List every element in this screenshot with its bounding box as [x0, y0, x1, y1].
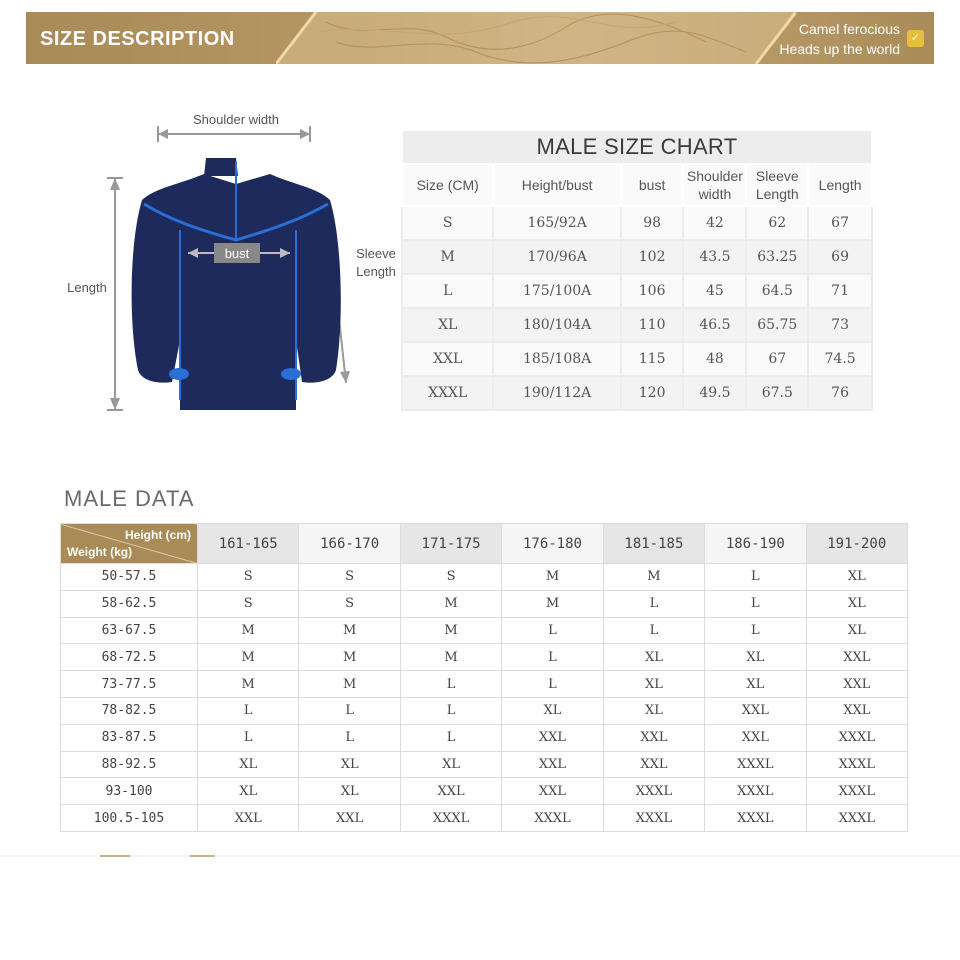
size-chart-cell: 63.25 [746, 240, 808, 274]
size-chart-cell: XXL [402, 342, 493, 376]
recommended-size-cell: L [299, 697, 400, 724]
size-chart-cell: 65.75 [746, 308, 808, 342]
sleeve-label-line-2: Length [356, 264, 396, 279]
recommended-size-cell: L [502, 644, 603, 671]
topographic-map-decoration [276, 12, 796, 64]
camel-logo-icon: ✓ [907, 30, 924, 47]
size-chart-header: Sleeve Length [746, 164, 808, 206]
recommended-size-cell: XXXL [502, 805, 603, 832]
recommended-size-cell: S [198, 590, 299, 617]
size-chart-cell: XXXL [402, 376, 493, 410]
recommended-size-cell: XXL [198, 805, 299, 832]
recommended-size-cell: M [299, 644, 400, 671]
male-data-row [61, 697, 908, 724]
size-chart-cell: 76 [808, 376, 872, 410]
recommended-size-cell: XXL [603, 751, 704, 778]
weight-range-cell: 100.5-105 [61, 805, 198, 832]
recommended-size-cell: XXL [603, 724, 704, 751]
recommended-size-cell: XL [400, 751, 501, 778]
male-data-table [60, 523, 908, 832]
recommended-size-cell: L [400, 724, 501, 751]
recommended-size-cell: M [400, 590, 501, 617]
weight-range-cell: 88-92.5 [61, 751, 198, 778]
recommended-size-cell: XXL [299, 805, 400, 832]
recommended-size-cell: XL [299, 778, 400, 805]
recommended-size-cell: M [299, 617, 400, 644]
size-chart-cell: XL [402, 308, 493, 342]
recommended-size-cell: M [400, 617, 501, 644]
recommended-size-cell: M [502, 564, 603, 591]
size-chart-title: MALE SIZE CHART [402, 130, 872, 164]
recommended-size-cell: L [705, 564, 806, 591]
size-chart-cell: 67.5 [746, 376, 808, 410]
recommended-size-cell: XXXL [806, 751, 907, 778]
recommended-size-cell: L [299, 724, 400, 751]
male-data-row [61, 751, 908, 778]
recommended-size-cell: XL [705, 644, 806, 671]
size-chart-cell: 170/96A [493, 240, 620, 274]
recommended-size-cell: XXL [502, 751, 603, 778]
recommended-size-cell: L [502, 617, 603, 644]
size-chart-row [402, 308, 872, 342]
recommended-size-cell: M [198, 617, 299, 644]
size-chart-cell: 67 [746, 342, 808, 376]
recommended-size-cell: XL [705, 671, 806, 698]
weight-range-cell: 58-62.5 [61, 590, 198, 617]
recommended-size-cell: S [198, 564, 299, 591]
size-chart-cell: 106 [621, 274, 684, 308]
size-chart-cell: 42 [683, 206, 746, 240]
male-data-row [61, 671, 908, 698]
length-label: Length [67, 280, 107, 295]
recommended-size-cell: L [705, 590, 806, 617]
recommended-size-cell: XXXL [603, 805, 704, 832]
weight-range-cell: 78-82.5 [61, 697, 198, 724]
size-chart-cell: 48 [683, 342, 746, 376]
recommended-size-cell: S [299, 564, 400, 591]
male-data-row [61, 724, 908, 751]
male-data-row [61, 564, 908, 591]
recommended-size-cell: XXL [502, 778, 603, 805]
slogan-line-1: Camel ferocious [798, 21, 900, 37]
size-chart-cell: 110 [621, 308, 684, 342]
recommended-size-cell: XXL [806, 697, 907, 724]
recommended-size-cell: XL [603, 644, 704, 671]
weight-range-cell: 68-72.5 [61, 644, 198, 671]
recommended-size-cell: XXL [400, 778, 501, 805]
garment-measurement-diagram [60, 100, 400, 430]
size-chart-cell: 120 [621, 376, 684, 410]
male-data-row [61, 805, 908, 832]
size-chart-cell: 62 [746, 206, 808, 240]
size-chart-cell: 45 [683, 274, 746, 308]
weight-range-cell: 73-77.5 [61, 671, 198, 698]
shoulder-width-arrow [158, 126, 310, 142]
size-chart-cell: 180/104A [493, 308, 620, 342]
size-chart-cell: 46.5 [683, 308, 746, 342]
recommended-size-cell: XXXL [705, 751, 806, 778]
recommended-size-cell: M [299, 671, 400, 698]
recommended-size-cell: S [299, 590, 400, 617]
banner-slogan [779, 19, 900, 59]
size-chart-cell: S [402, 206, 493, 240]
bottom-divider [0, 852, 960, 860]
weight-range-cell: 50-57.5 [61, 564, 198, 591]
size-chart-cell: 98 [621, 206, 684, 240]
size-chart-cell: 73 [808, 308, 872, 342]
size-chart-cell: 71 [808, 274, 872, 308]
recommended-size-cell: XL [502, 697, 603, 724]
size-chart-row [402, 240, 872, 274]
weight-range-cell: 63-67.5 [61, 617, 198, 644]
size-chart-cell: 74.5 [808, 342, 872, 376]
size-description-banner [26, 12, 934, 64]
height-column-header: 181-185 [603, 524, 704, 564]
weight-range-cell: 83-87.5 [61, 724, 198, 751]
recommended-size-cell: XL [198, 778, 299, 805]
recommended-size-cell: L [198, 697, 299, 724]
recommended-size-cell: XXL [502, 724, 603, 751]
height-column-header: 166-170 [299, 524, 400, 564]
male-size-chart [401, 129, 873, 411]
size-chart-header: bust [621, 164, 684, 206]
shoulder-width-label: Shoulder width [193, 112, 279, 127]
recommended-size-cell: XL [299, 751, 400, 778]
recommended-size-cell: M [502, 590, 603, 617]
recommended-size-cell: XXXL [806, 805, 907, 832]
size-chart-cell: 175/100A [493, 274, 620, 308]
recommended-size-cell: XL [806, 590, 907, 617]
size-chart-cell: M [402, 240, 493, 274]
recommended-size-cell: M [400, 644, 501, 671]
recommended-size-cell: M [603, 564, 704, 591]
recommended-size-cell: L [400, 697, 501, 724]
size-chart-cell: 115 [621, 342, 684, 376]
recommended-size-cell: M [198, 671, 299, 698]
size-chart-cell: 185/108A [493, 342, 620, 376]
weight-axis-label: Weight (kg) [67, 545, 133, 559]
recommended-size-cell: XXXL [705, 778, 806, 805]
size-chart-cell: 190/112A [493, 376, 620, 410]
recommended-size-cell: S [400, 564, 501, 591]
size-chart-cell: 69 [808, 240, 872, 274]
recommended-size-cell: L [502, 671, 603, 698]
recommended-size-cell: L [705, 617, 806, 644]
male-data-title: MALE DATA [64, 486, 195, 511]
recommended-size-cell: XXXL [806, 778, 907, 805]
recommended-size-cell: L [603, 590, 704, 617]
weight-range-cell: 93-100 [61, 778, 198, 805]
length-arrow [107, 178, 123, 410]
recommended-size-cell: XXXL [400, 805, 501, 832]
recommended-size-cell: XXXL [806, 724, 907, 751]
size-chart-cell: 64.5 [746, 274, 808, 308]
height-column-header: 176-180 [502, 524, 603, 564]
banner-title: SIZE DESCRIPTION [40, 28, 235, 50]
height-column-header: 161-165 [198, 524, 299, 564]
recommended-size-cell: XL [198, 751, 299, 778]
size-chart-header: Length [808, 164, 872, 206]
recommended-size-cell: XL [806, 617, 907, 644]
height-weight-corner [61, 524, 198, 564]
recommended-size-cell: XL [806, 564, 907, 591]
size-chart-cell: 49.5 [683, 376, 746, 410]
size-chart-row [402, 376, 872, 410]
size-chart-row [402, 274, 872, 308]
recommended-size-cell: M [198, 644, 299, 671]
height-column-header: 191-200 [806, 524, 907, 564]
recommended-size-cell: XXL [705, 724, 806, 751]
height-column-header: 186-190 [705, 524, 806, 564]
slogan-line-2: Heads up the world [779, 41, 900, 57]
recommended-size-cell: L [198, 724, 299, 751]
size-chart-cell: L [402, 274, 493, 308]
male-data-row [61, 617, 908, 644]
male-data-header-row [61, 524, 908, 564]
bust-label: bust [224, 246, 250, 261]
recommended-size-cell: XXL [806, 644, 907, 671]
recommended-size-cell: XL [603, 697, 704, 724]
recommended-size-cell: XXXL [705, 805, 806, 832]
size-chart-cell: 43.5 [683, 240, 746, 274]
recommended-size-cell: L [400, 671, 501, 698]
height-column-header: 171-175 [400, 524, 501, 564]
size-chart-header: Shoulder width [683, 164, 746, 206]
size-chart-cell: 102 [621, 240, 684, 274]
recommended-size-cell: L [603, 617, 704, 644]
size-chart-header: Size (CM) [402, 164, 493, 206]
size-chart-row [402, 206, 872, 240]
recommended-size-cell: XL [603, 671, 704, 698]
size-chart-cell: 67 [808, 206, 872, 240]
height-axis-label: Height (cm) [125, 528, 191, 542]
size-chart-row [402, 342, 872, 376]
sleeve-label-line-1: Sleeve [356, 246, 396, 261]
recommended-size-cell: XXXL [603, 778, 704, 805]
male-data-row [61, 644, 908, 671]
recommended-size-cell: XXL [806, 671, 907, 698]
male-data-row [61, 778, 908, 805]
size-chart-header: Height/bust [493, 164, 620, 206]
size-chart-header-row [402, 164, 872, 206]
male-data-row [61, 590, 908, 617]
recommended-size-cell: XXL [705, 697, 806, 724]
size-chart-cell: 165/92A [493, 206, 620, 240]
pullover-illustration [132, 158, 341, 410]
